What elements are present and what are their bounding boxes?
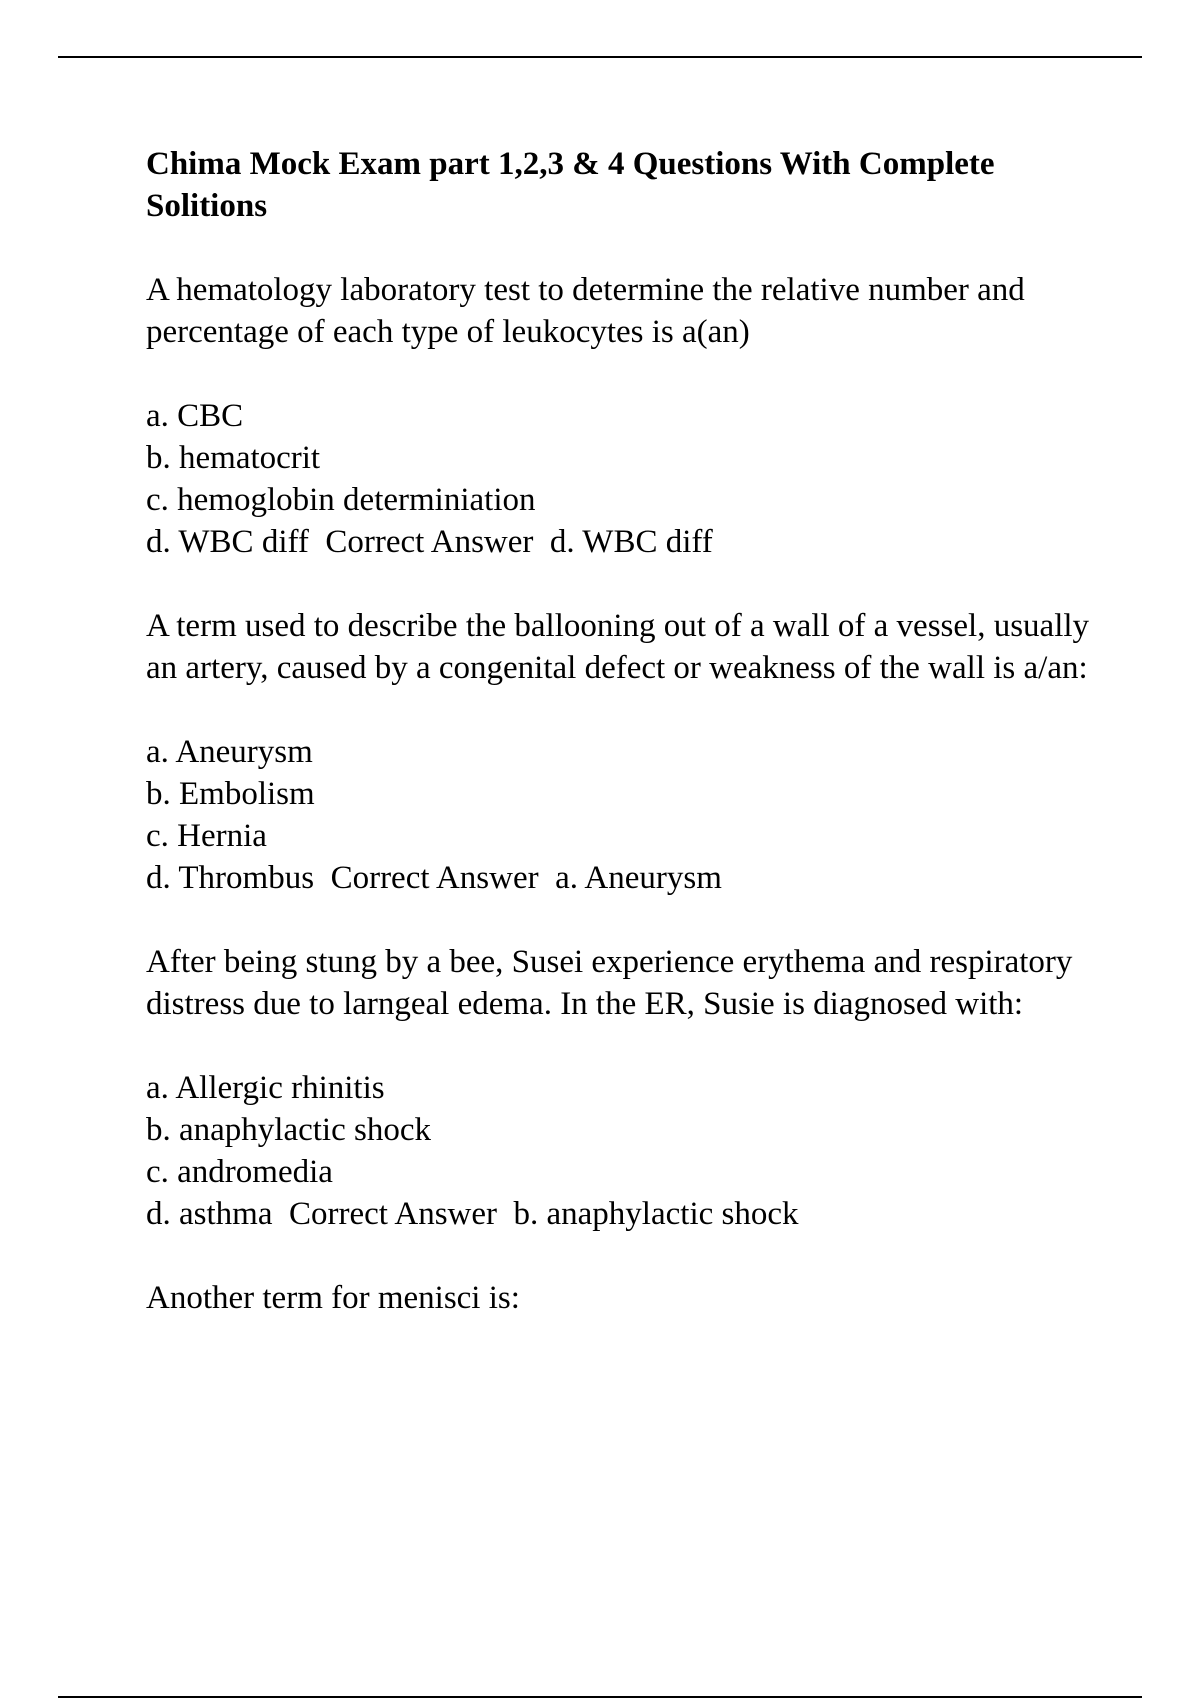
option-item: d. WBC diff: [146, 524, 309, 560]
correct-answer: d. WBC diff: [549, 524, 713, 560]
question-text: Another term for menisci is:: [146, 1280, 520, 1316]
option-item-with-answer: [146, 521, 1106, 563]
option-item: d. Thrombus: [146, 860, 315, 896]
correct-answer: a. Aneurysm: [555, 860, 722, 896]
bottom-rule: [58, 1696, 1142, 1698]
document-title: Chima Mock Exam part 1,2,3 & 4 Questions With Complete Solitions: [146, 146, 995, 224]
option-list: [146, 731, 1106, 899]
option-list: [146, 395, 1106, 563]
question-text: After being stung by a bee, Susei experience erythema and respiratory distress due to larngeal edema. In the ER, Susie is diagnosed with:: [146, 944, 1073, 1022]
option-item: b. anaphylactic shock: [146, 1112, 431, 1148]
answer-label: Correct Answer: [288, 1196, 498, 1232]
option-item: a. CBC: [146, 398, 244, 434]
question-text: A term used to describe the ballooning out of a wall of a vessel, usually an artery, caused by a congenital defect or weakness of the wall is a/an:: [146, 608, 1090, 686]
option-item: a. Allergic rhinitis: [146, 1070, 385, 1106]
option-item-with-answer: [146, 1193, 1106, 1235]
answer-label: Correct Answer: [325, 524, 534, 560]
option-item: c. andromedia: [146, 1154, 333, 1190]
correct-answer: b. anaphylactic shock: [513, 1196, 799, 1232]
option-item: b. Embolism: [146, 776, 315, 812]
option-item: c. hemoglobin determiniation: [146, 482, 536, 518]
option-item: d. asthma: [146, 1196, 273, 1232]
option-item: b. hematocrit: [146, 440, 321, 476]
option-item: a. Aneurysm: [146, 734, 313, 770]
option-item-with-answer: [146, 857, 1106, 899]
answer-label: Correct Answer: [330, 860, 539, 896]
option-list: [146, 1067, 1106, 1235]
question-text: A hematology laboratory test to determine the relative number and percentage of each type of leukocytes is a(an): [146, 272, 1025, 350]
document-body: [146, 143, 1106, 1361]
top-rule: [58, 56, 1142, 58]
option-item: c. Hernia: [146, 818, 267, 854]
